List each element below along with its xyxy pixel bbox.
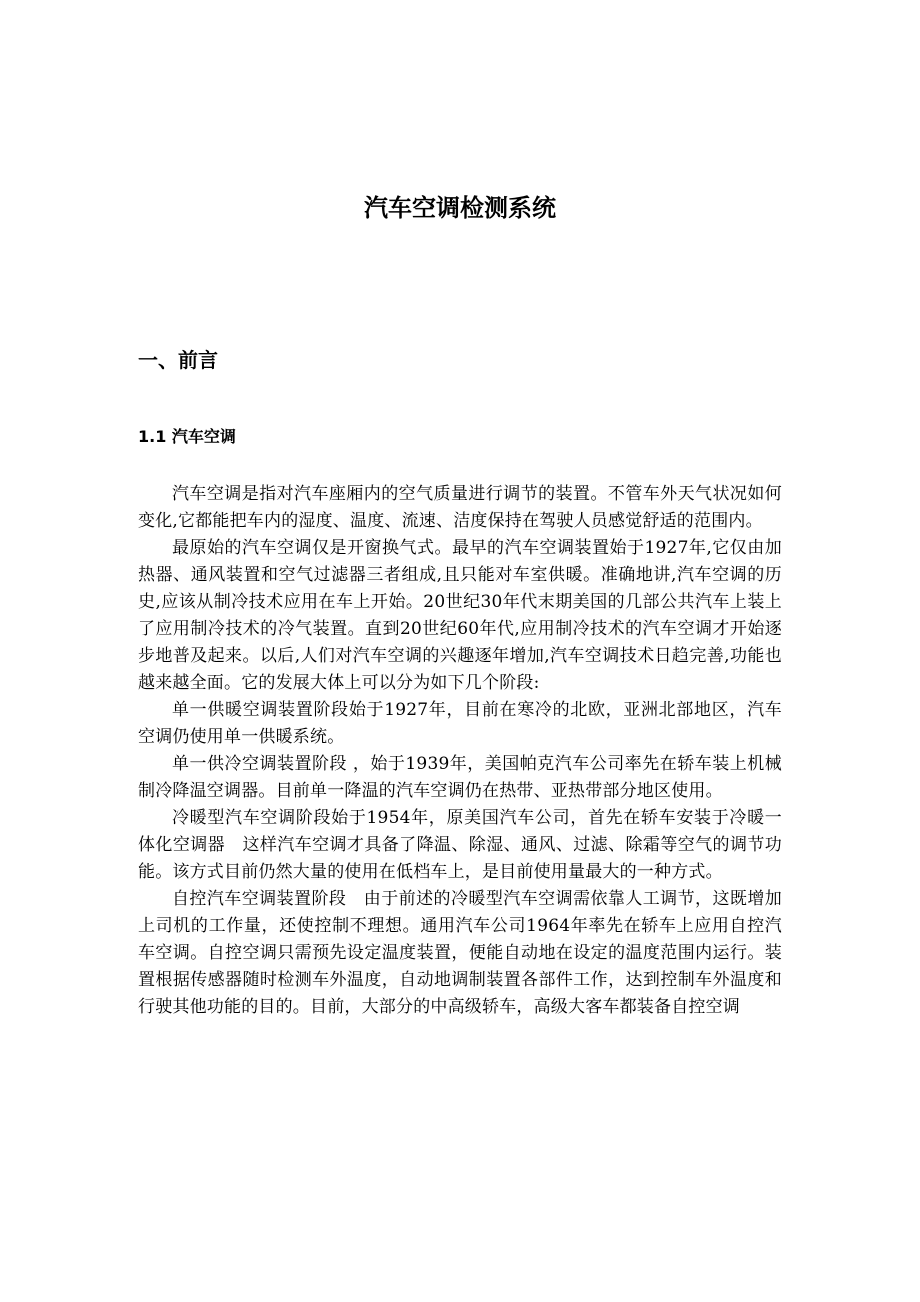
section-heading: 一、前言 bbox=[138, 348, 218, 372]
body-text bbox=[138, 481, 782, 1021]
paragraph: 自控汽车空调装置阶段 由于前述的冷暖型汽车空调需依靠人工调节，这既增加上司机的工作量，还使控制不理想。通用汽车公司1964年率先在轿车上应用自控汽车空调。自控空调只需预先设定温度装置，便能自动地在设定的温度范围内运行。装置根据传感器随时检测车外温度，自动地调制装置各部件工作，达到控制车外温度和行驶其他功能的目的。目前，大部分的中高级轿车，高级大客车都装备自控空调 bbox=[138, 889, 782, 1017]
paragraph: 单一供冷空调装置阶段 ，始于1939年，美国帕克汽车公司率先在轿车装上机械制冷降温空调器。目前单一降温的汽车空调仍在热带、亚热带部分地区使用。 bbox=[138, 754, 782, 801]
paragraph: 最原始的汽车空调仅是开窗换气式。最早的汽车空调装置始于1927年,它仅由加热器、通风装置和空气过滤器三者组成,且只能对车室供暖。准确地讲,汽车空调的历史,应该从制冷技术应用在车上开始。20世纪30年代末期美国的几部公共汽车上装上了应用制冷技术的冷气装置。直到20世纪60年代,应用制冷技术的汽车空调才开始逐步地普及起来。以后,人们对汽车空调的兴趣逐年增加,汽车空调技术日趋完善,功能也越来越全面。它的发展大体上可以分为如下几个阶段: bbox=[138, 538, 782, 693]
paragraph: 单一供暖空调装置阶段始于1927年，目前在寒冷的北欧，亚洲北部地区，汽车空调仍使用单一供暖系统。 bbox=[138, 700, 782, 747]
subsection-heading: 1.1 汽车空调 bbox=[138, 427, 236, 446]
document-title: 汽车空调检测系统 bbox=[364, 194, 556, 222]
paragraph: 汽车空调是指对汽车座厢内的空气质量进行调节的装置。不管车外天气状况如何变化,它都能把车内的湿度、温度、流速、洁度保持在驾驶人员感觉舒适的范围内。 bbox=[138, 484, 782, 531]
paragraph: 冷暖型汽车空调阶段始于1954年，原美国汽车公司，首先在轿车安装于冷暖一体化空调器 这样汽车空调才具备了降温、除湿、通风、过滤、除霜等空气的调节功能。该方式目前仍然大量的使用在低档车上，是目前使用量最大的一种方式。 bbox=[138, 808, 782, 882]
